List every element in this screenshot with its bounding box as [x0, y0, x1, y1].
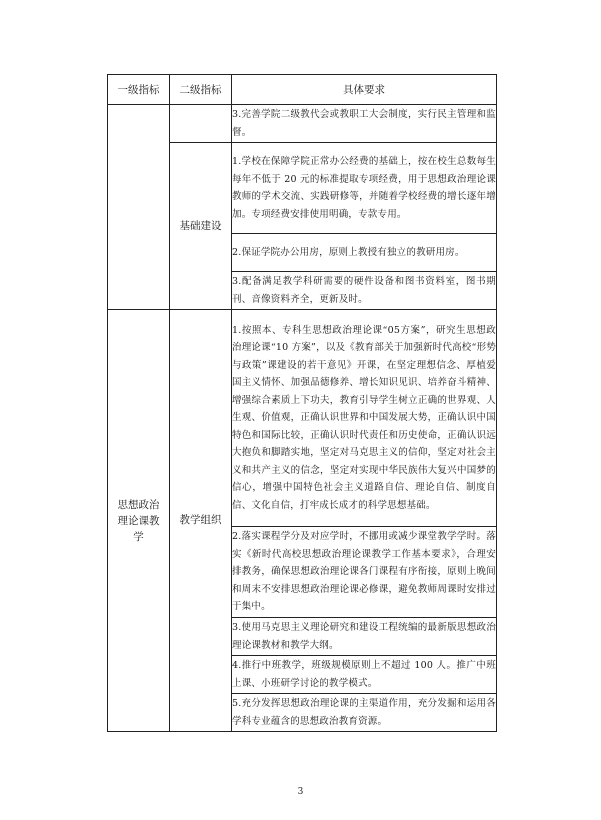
requirement-cell: 3.完善学院二级教代会或教职工大会制度，实行民主管理和监督。 — [232, 105, 497, 143]
level2-cell-empty — [170, 105, 232, 143]
page-number: 3 — [297, 787, 304, 797]
header-level2: 二级指标 — [170, 75, 232, 105]
requirement-cell: 4.推行中班教学，班级规模原则上不超过 100 人。推广中班上课、小班研学讨论的教学模式。 — [232, 656, 497, 694]
level1-cell: 思想政治理论课教学 — [108, 310, 170, 732]
level2-cell: 教学组织 — [170, 310, 232, 732]
requirements-table — [107, 74, 497, 732]
requirement-cell: 5.充分发挥思想政治理论课的主渠道作用，充分发掘和运用各学科专业蕴含的思想政治教育资源。 — [232, 694, 497, 732]
requirement-cell: 2.保证学院办公用房，原则上教授有独立的教研用房。 — [232, 234, 497, 272]
table-row — [108, 105, 497, 143]
level1-cell-empty — [108, 105, 170, 310]
requirement-cell: 3.使用马克思主义理论研究和建设工程统编的最新版思想政治理论课教材和教学大纲。 — [232, 618, 497, 656]
header-level1: 一级指标 — [108, 75, 170, 105]
header-requirements: 具体要求 — [232, 75, 497, 105]
table-header-row — [108, 75, 497, 105]
level2-cell: 基础建设 — [170, 143, 232, 310]
table-row — [108, 310, 497, 527]
requirement-cell: 3.配备满足教学科研需要的硬件设备和图书资料室，图书期刊、音像资料齐全，更新及时。 — [232, 272, 497, 310]
requirement-cell: 2.落实课程学分及对应学时，不挪用或减少课堂教学学时。落实《新时代高校思想政治理论课教学工作基本要求》，合理安排教务，确保思想政治理论课各门课程有序衔接，原则上晚间和周末不安排思想政治理论课必修课，避免教师周课时安排过于集中。 — [232, 527, 497, 618]
requirement-cell: 1.学校在保障学院正常办公经费的基础上，按在校生总数每生每年不低于 20 元的标准提取专项经费，用于思想政治理论课教师的学术交流、实践研修等，并随着学校经费的增长逐年增加。专项经费安排使用明确，专款专用。 — [232, 143, 497, 234]
requirement-cell: 1.按照本、专科生思想政治理论课“05方案”，研究生思想政治理论课“10 方案”，以及《教育部关于加强新时代高校“形势与政策”课建设的若干意见》开课，在坚定理想信念、厚植爱国主义情怀、加强品德修养、增长知识见识、培养奋斗精神、增强综合素质上下功夫，教育引导学生树立正确的世界观、人生观、价值观，正确认识世界和中国发展大势，正确认识中国特色和国际比较，正确认识时代责任和历史使命，正确认识远大抱负和脚踏实地，坚定对马克思主义的信仰，坚定对社会主义和共产主义的信念，坚定对实现中华民族伟大复兴中国梦的信心，增强中国特色社会主义道路自信、理论自信、制度自信、文化自信，打牢成长成才的科学思想基础。 — [232, 310, 497, 527]
